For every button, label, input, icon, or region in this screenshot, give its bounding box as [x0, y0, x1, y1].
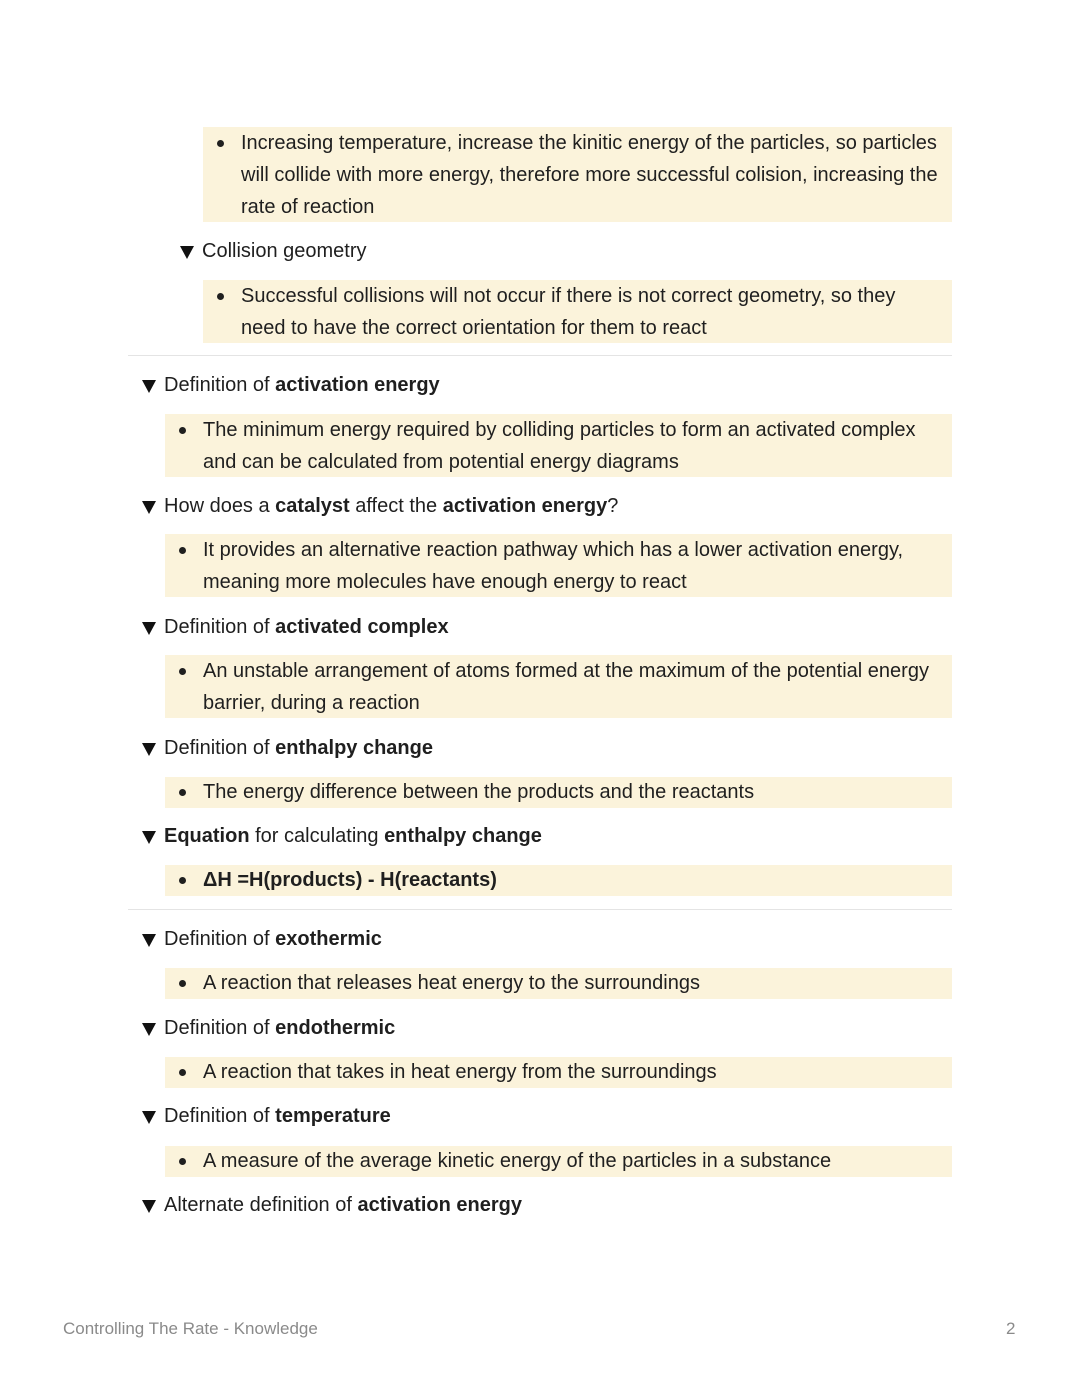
answer-exothermic [165, 968, 952, 999]
toggle-triangle-icon[interactable] [142, 380, 156, 393]
answer-text: A reaction that releases heat energy to the surroundings [203, 972, 700, 994]
toggle-alternate-activation-energy[interactable] [142, 1192, 522, 1218]
toggle-enthalpy-change[interactable] [142, 735, 433, 761]
toggle-activated-complex[interactable] [142, 614, 449, 640]
divider [128, 355, 952, 356]
answer-enthalpy-change [165, 777, 952, 808]
toggle-catalyst[interactable] [142, 493, 618, 519]
bullet-icon [179, 789, 186, 796]
toggle-equation[interactable] [142, 823, 542, 849]
toggle-label-prefix: Definition of [164, 1017, 276, 1039]
toggle-triangle-icon[interactable] [142, 1111, 156, 1124]
toggle-triangle-icon[interactable] [142, 831, 156, 844]
toggle-label-part: affect the [349, 495, 443, 517]
toggle-label-bold: catalyst [275, 495, 350, 517]
toggle-label: Collision geometry [202, 240, 367, 262]
toggle-triangle-icon[interactable] [142, 743, 156, 756]
answer-increasing-temperature [203, 127, 952, 222]
toggle-temperature[interactable] [142, 1103, 391, 1129]
bullet-icon [217, 140, 224, 147]
bullet-icon [179, 980, 186, 987]
answer-activation-energy [165, 414, 952, 477]
bullet-icon [179, 427, 186, 434]
bullet-icon [179, 877, 186, 884]
answer-temperature [165, 1146, 952, 1177]
answer-endothermic [165, 1057, 952, 1088]
answer-equation [165, 865, 952, 896]
answer-activated-complex [165, 655, 952, 718]
answer-text: It provides an alternative reaction pathway which has a lower activation energy, meaning more molecules have enough energy to react [203, 539, 904, 593]
divider [128, 909, 952, 910]
toggle-triangle-icon[interactable] [142, 1200, 156, 1213]
answer-text: The energy difference between the products and the reactants [203, 781, 755, 803]
toggle-label-part: How does a [164, 495, 276, 517]
toggle-label-bold: Equation [164, 825, 250, 847]
answer-text: ΔH =H(products) - H(reactants) [203, 869, 497, 891]
toggle-label-bold: exothermic [275, 928, 382, 950]
answer-text: An unstable arrangement of atoms formed at the maximum of the potential energy barrier, during a reaction [203, 660, 929, 714]
answer-collision-geometry [203, 280, 952, 343]
toggle-label-bold: activated complex [275, 616, 449, 638]
toggle-label-prefix: Definition of [164, 374, 276, 396]
toggle-activation-energy[interactable] [142, 372, 440, 398]
toggle-label-prefix: Definition of [164, 928, 276, 950]
toggle-triangle-icon[interactable] [142, 934, 156, 947]
bullet-icon [179, 1158, 186, 1165]
toggle-label-prefix: Definition of [164, 616, 276, 638]
bullet-icon [179, 668, 186, 675]
toggle-label-bold: activation energy [442, 495, 608, 517]
toggle-label-part: ? [607, 495, 619, 517]
toggle-triangle-icon[interactable] [142, 1023, 156, 1036]
toggle-label-part: for calculating [249, 825, 385, 847]
footer-page-number: 2 [1006, 1319, 1016, 1338]
answer-text: A reaction that takes in heat energy from the surroundings [203, 1061, 717, 1083]
bullet-icon [217, 293, 224, 300]
toggle-label-prefix: Definition of [164, 1105, 276, 1127]
answer-catalyst [165, 534, 952, 597]
bullet-icon [179, 1069, 186, 1076]
answer-text: The minimum energy required by colliding particles to form an activated complex and can be calculated from potential energy diagrams [203, 419, 916, 473]
answer-text: Increasing temperature, increase the kinitic energy of the particles, so particles will collide with more energy, therefore more successful colision, increasing the rate of reaction [241, 132, 938, 218]
toggle-collision-geometry[interactable] [180, 238, 367, 264]
toggle-label-bold: activation energy [275, 374, 440, 396]
toggle-label-bold: endothermic [275, 1017, 396, 1039]
toggle-label-bold: temperature [275, 1105, 391, 1127]
footer-document-title: Controlling The Rate - Knowledge [63, 1319, 318, 1338]
answer-text: A measure of the average kinetic energy of the particles in a substance [203, 1150, 832, 1172]
toggle-triangle-icon[interactable] [142, 501, 156, 514]
toggle-label-prefix: Definition of [164, 737, 276, 759]
toggle-label-prefix: Alternate definition of [164, 1194, 358, 1216]
answer-text: Successful collisions will not occur if there is not correct geometry, so they need to have the correct orientation for them to react [241, 285, 896, 339]
toggle-triangle-icon[interactable] [142, 622, 156, 635]
toggle-endothermic[interactable] [142, 1015, 395, 1041]
toggle-label-bold: enthalpy change [275, 737, 433, 759]
toggle-triangle-icon[interactable] [180, 246, 194, 259]
toggle-exothermic[interactable] [142, 926, 382, 952]
toggle-label-bold: enthalpy change [384, 825, 542, 847]
bullet-icon [179, 547, 186, 554]
toggle-label-bold: activation energy [357, 1194, 522, 1216]
